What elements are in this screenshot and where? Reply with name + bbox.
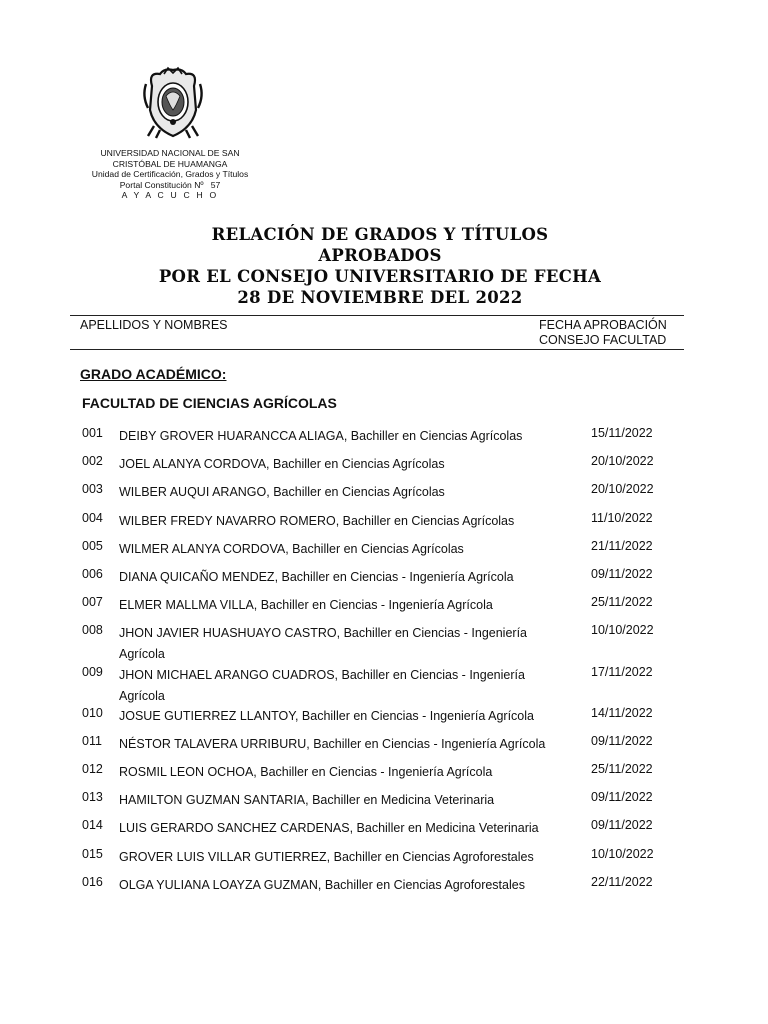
list-item: [0, 762, 768, 790]
graduate-name: DIANA QUICAÑO MENDEZ, Bachiller en Ciencias - Ingeniería Agrícola: [119, 569, 514, 584]
institution-name-line2: CRISTÓBAL DE HUAMANGA: [112, 158, 228, 169]
entry-number: 012: [82, 762, 103, 777]
approval-date: 17/11/2022: [591, 664, 653, 679]
entry-number: 007: [82, 595, 103, 610]
column-header-date: [539, 318, 667, 348]
institution-address: Portal Constitución Nº 57: [119, 179, 221, 190]
entry-number: 015: [82, 846, 103, 861]
graduate-name: HAMILTON GUZMAN SANTARIA, Bachiller en Medicina Veterinaria: [119, 793, 495, 808]
list-item: [0, 665, 768, 706]
list-item: [0, 482, 768, 510]
approval-date: 11/10/2022: [591, 510, 653, 525]
list-item: [0, 734, 768, 762]
entry-number: 011: [82, 733, 102, 748]
approval-date: 10/10/2022: [591, 846, 654, 861]
column-header-date-line1: FECHA APROBACIÓN: [539, 318, 667, 332]
title-line1: RELACIÓN DE GRADOS Y TÍTULOS APROBADOS: [211, 225, 549, 265]
header-top-rule: [70, 315, 684, 316]
university-seal-logo: [140, 66, 206, 140]
graduate-name: JOSUE GUTIERREZ LLANTOY, Bachiller en Ciencias - Ingeniería Agrícola: [119, 708, 534, 723]
institution-unit: Unidad de Certificación, Grados y Títulos: [91, 169, 249, 180]
approval-date: 20/10/2022: [591, 482, 654, 497]
list-item: [0, 706, 768, 734]
graduate-name: WILBER FREDY NAVARRO ROMERO, Bachiller en Ciencias Agrícolas: [119, 513, 515, 528]
list-item: [0, 426, 768, 454]
approval-date: 09/11/2022: [591, 790, 653, 805]
list-item: [0, 818, 768, 846]
entry-number: 006: [82, 566, 103, 581]
list-item: [0, 511, 768, 539]
entry-number: 005: [82, 538, 103, 553]
entry-number: 010: [82, 705, 103, 720]
graduate-name: WILMER ALANYA CORDOVA, Bachiller en Ciencias Agrícolas: [119, 541, 464, 556]
institution-name-line1: UNIVERSIDAD NACIONAL DE SAN: [100, 148, 240, 158]
approval-date: 22/11/2022: [591, 874, 653, 889]
list-item: [0, 847, 768, 875]
entry-number: 016: [82, 874, 103, 889]
graduate-name: GROVER LUIS VILLAR GUTIERREZ, Bachiller en Ciencias Agroforestales: [119, 849, 534, 864]
institution-info: [82, 148, 258, 201]
approval-date: 14/11/2022: [591, 705, 653, 720]
approval-date: 25/11/2022: [591, 595, 653, 610]
list-item: [0, 595, 768, 623]
graduate-name: JHON MICHAEL ARANGO CUADROS, Bachiller en Ciencias - Ingeniería Agrícola: [119, 667, 525, 703]
header-bottom-rule: [70, 349, 684, 350]
graduate-name: DEIBY GROVER HUARANCCA ALIAGA, Bachiller en Ciencias Agrícolas: [119, 429, 523, 443]
entry-number: 013: [82, 790, 103, 805]
institution-city: A Y A C U C H O: [121, 190, 219, 201]
entry-number: 001: [82, 426, 103, 440]
title-line3: 28 DE NOVIEMBRE DEL 2022: [237, 288, 523, 307]
graduate-name: LUIS GERARDO SANCHEZ CARDENAS, Bachiller en Medicina Veterinaria: [119, 821, 539, 836]
list-item: [0, 790, 768, 818]
graduate-name: WILBER AUQUI ARANGO, Bachiller en Ciencias Agrícolas: [119, 485, 445, 500]
approval-date: 21/11/2022: [591, 538, 653, 553]
document-title: [150, 224, 610, 308]
entry-number: 002: [82, 454, 103, 469]
approval-date: 15/11/2022: [591, 426, 653, 440]
approval-date: 25/11/2022: [591, 762, 653, 777]
approval-date: 20/10/2022: [591, 454, 654, 469]
column-header-date-line2: CONSEJO FACULTAD: [539, 333, 667, 347]
graduate-name: JOEL ALANYA CORDOVA, Bachiller en Ciencias Agrícolas: [119, 457, 445, 472]
column-header-names: APELLIDOS Y NOMBRES: [80, 318, 228, 332]
title-line2: POR EL CONSEJO UNIVERSITARIO DE FECHA: [158, 267, 602, 286]
list-item: [0, 454, 768, 482]
graduate-name: JHON JAVIER HUASHUAYO CASTRO, Bachiller en Ciencias - Ingeniería Agrícola: [119, 626, 527, 662]
entry-number: 003: [82, 482, 103, 497]
approval-date: 09/11/2022: [591, 818, 653, 833]
graduate-name: ELMER MALLMA VILLA, Bachiller en Ciencias - Ingeniería Agrícola: [119, 598, 493, 613]
entry-number: 008: [82, 623, 103, 638]
approval-date: 10/10/2022: [591, 623, 654, 638]
section-grado-academico: GRADO ACADÉMICO:: [80, 366, 227, 382]
list-item: [0, 875, 768, 903]
entry-number: 004: [82, 510, 103, 525]
entry-number: 009: [82, 664, 103, 679]
graduate-name: ROSMIL LEON OCHOA, Bachiller en Ciencias - Ingeniería Agrícola: [119, 765, 493, 780]
graduate-name: NÉSTOR TALAVERA URRIBURU, Bachiller en Ciencias - Ingeniería Agrícola: [119, 736, 546, 751]
graduate-name: OLGA YULIANA LOAYZA GUZMAN, Bachiller en Ciencias Agroforestales: [119, 877, 525, 892]
list-item: [0, 567, 768, 595]
list-item: [0, 623, 768, 664]
section-facultad: FACULTAD DE CIENCIAS AGRÍCOLAS: [82, 395, 337, 411]
entry-number: 014: [82, 818, 103, 833]
approval-date: 09/11/2022: [591, 566, 653, 581]
graduates-list: [0, 426, 768, 903]
approval-date: 09/11/2022: [591, 733, 653, 748]
list-item: [0, 539, 768, 567]
